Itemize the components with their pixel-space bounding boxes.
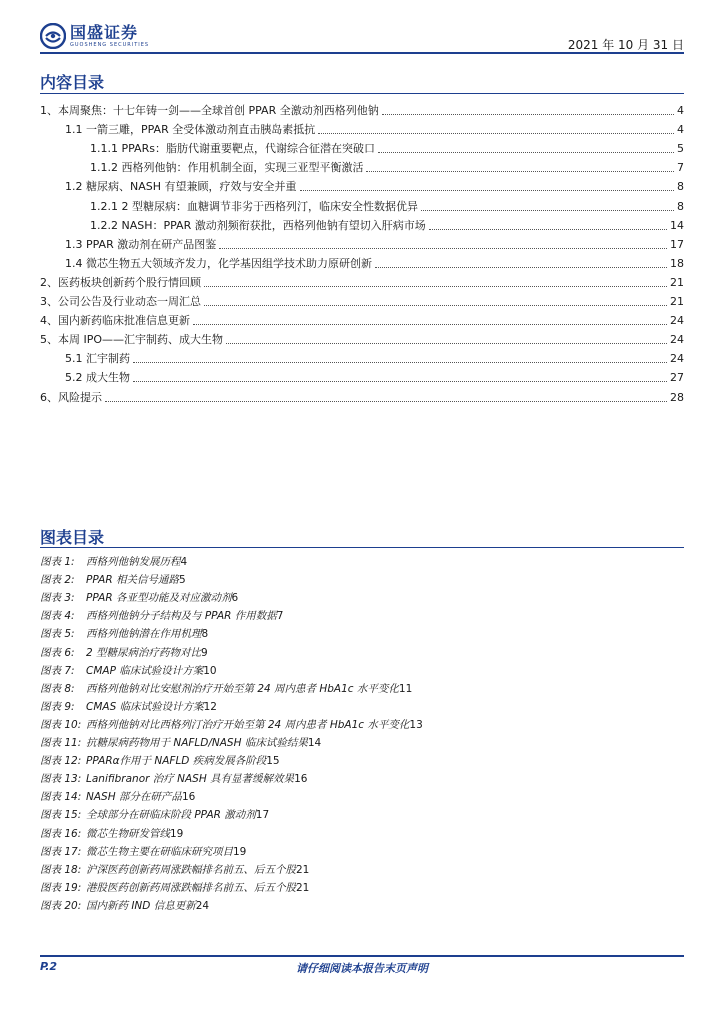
figure-entry-label: 图表 2: [40,574,75,587]
figure-entry-page: 12 [203,700,217,713]
toc-entry[interactable] [40,193,684,212]
figure-entry-text: PPARα作用于 NAFLD 疾病发展各阶段 [86,755,267,768]
figure-entry[interactable] [40,551,684,569]
dot-leader [219,238,667,249]
figure-entry-text: 西格列他钠发展历程 [86,556,181,569]
figure-entry[interactable] [40,786,684,804]
figure-entry-text: NASH 部分在研产品 [86,791,182,804]
figure-entry[interactable] [40,569,684,587]
toc-entry[interactable] [40,289,684,308]
report-date: 2021 年 10 月 31 日 [567,38,684,52]
figure-entry[interactable] [40,714,684,732]
figure-entry-label: 图表 4: [40,610,75,623]
figure-entry[interactable] [40,841,684,859]
toc-entry[interactable] [40,251,684,270]
toc-entry-page: 27 [670,371,684,385]
figures-title-divider [40,547,684,548]
figure-entry-page: 15 [266,755,280,768]
figures-list [40,551,684,913]
toc-entry-page: 8 [677,180,684,194]
toc-entry[interactable] [40,155,684,174]
figure-entry-text: 国内新药 IND 信息更新 [86,899,196,912]
toc-entry-text: 1.1.1 PPARs：脂肪代谢重要靶点，代谢综合征潜在突破口 [90,142,375,156]
figure-entry[interactable] [40,859,684,877]
figure-entry-page: 19 [170,827,184,840]
figure-entry-page: 16 [181,791,196,804]
toc-entry[interactable] [40,384,684,403]
figure-entry-text: 西格列他钠分子结构及与 PPAR 作用数据 [86,610,277,623]
figure-entry[interactable] [40,822,684,840]
figure-entry-page: 16 [294,773,308,786]
figure-entry[interactable] [40,623,684,641]
figure-entry-text: CMAP 临床试验设计方案 [86,664,204,677]
toc-entry-page: 7 [677,161,684,175]
dot-leader [133,371,667,382]
dot-leader [133,352,667,363]
figure-entry-label: 图表 20: [40,899,82,912]
figure-entry-page: 14 [307,737,322,750]
figure-entry-label: 图表 9: [40,700,75,713]
toc-entry-text: 1、本周聚焦：十七年铸一剑——全球首创 PPAR 全激动剂西格列他钠 [40,104,379,118]
toc-entry[interactable] [40,98,684,117]
toc-entry[interactable] [40,174,684,193]
figure-entry-label: 图表 15: [40,809,82,822]
toc-entry-page: 8 [677,199,684,213]
figure-entry-page: 11 [398,682,413,695]
figure-entry-label: 图表 12: [40,755,82,768]
dot-leader [226,333,667,344]
toc-entry-page: 18 [670,256,684,270]
dot-leader [204,276,667,287]
figure-entry-page: 21 [296,881,310,894]
toc-entry-text: 3、公司公告及行业动态一周汇总 [40,295,201,309]
figure-entry-label: 图表 16: [40,827,82,840]
toc-entry-page: 21 [670,295,684,309]
figure-entry-page: 24 [195,899,210,912]
figure-entry-text: PPAR 各亚型功能及对应激动剂 [86,592,232,605]
figure-entry[interactable] [40,660,684,678]
figure-entry-page: 21 [296,863,310,876]
figure-entry-label: 图表 13: [40,773,82,786]
footer-disclaimer: 请仔细阅读本报告末页声明 [296,962,428,975]
dot-leader [429,219,667,230]
toc-entry[interactable] [40,136,684,155]
toc-entry-text: 6、风险提示 [40,390,102,404]
toc-entry-page: 14 [670,218,684,232]
figure-entry-label: 图表 8: [40,682,75,695]
figure-entry-text: CMAS 临床试验设计方案 [86,700,204,713]
figure-entry[interactable] [40,895,684,913]
toc-entry-text: 1.1.2 西格列他钠：作用机制全面，实现三亚型平衡激活 [90,161,364,175]
figure-entry[interactable] [40,587,684,605]
toc-entry-text: 4、国内新药临床批准信息更新 [40,314,190,328]
toc-entry-text: 5.2 成大生物 [65,371,130,385]
figure-entry[interactable] [40,605,684,623]
figure-entry-page: 9 [201,646,208,659]
figure-entry-text: 西格列他钠对比西格列汀治疗开始至第 24 周内患者 HbA1c 水平变化 [86,718,410,731]
figure-entry[interactable] [40,750,684,768]
dot-leader [378,142,674,153]
figure-entry-label: 图表 18: [40,863,82,876]
figure-entry-label: 图表 5: [40,628,75,641]
dot-leader [193,314,667,325]
dot-leader [300,180,675,191]
dot-leader [375,257,667,268]
toc-entry-page: 28 [670,390,684,404]
figure-entry[interactable] [40,696,684,714]
figure-entry-text: 西格列他钠对比安慰剂治疗开始至第 24 周内患者 HbA1c 水平变化 [86,682,399,695]
figure-entry-page: 7 [276,610,284,623]
toc-entry-page: 17 [670,237,684,251]
figure-entry-label: 图表 1: [40,556,75,569]
figure-entry-page: 5 [178,574,186,587]
figure-entry-text: 港股医药创新药周涨跌幅排名前五、后五个股 [86,881,296,894]
toc-entry[interactable] [40,117,684,136]
toc-entry[interactable] [40,232,684,251]
toc-title-divider [40,93,684,94]
page-header [40,20,684,52]
figure-entry-label: 图表 14: [40,791,82,804]
dot-leader [318,123,674,134]
figure-entry-page: 6 [231,592,239,605]
figure-entry[interactable] [40,768,684,786]
toc-entry[interactable] [40,213,684,232]
figure-entry-page: 13 [409,718,423,731]
page-number: P.2 [40,960,58,973]
toc-entry[interactable] [40,346,684,365]
footer-divider [40,955,684,957]
company-logo [40,20,149,52]
logo-en-text: GUOSHENG SECURITIES [70,41,150,48]
figure-entry-page: 17 [255,809,270,822]
toc-entry[interactable] [40,270,684,289]
figure-entry[interactable] [40,641,684,659]
figure-entry-label: 图表 19: [40,881,82,894]
toc-entry[interactable] [40,365,684,384]
toc-entry-page: 4 [677,104,684,118]
figure-entry-text: 抗糖尿病药物用于 NAFLD/NASH 临床试验结果 [86,737,308,750]
toc-entry-text: 1.2.2 NASH：PPAR 激动剂频衔获批，西格列他钠有望切入肝病市场 [90,218,426,232]
figure-entry-text: 西格列他钠潜在作用机理 [86,628,202,641]
toc-entry-text: 1.2.1 2 型糖尿病：血糖调节非劣于西格列汀，临床安全性数据优异 [90,199,418,213]
figure-entry-text: 全球部分在研临床阶段 PPAR 激动剂 [86,809,256,822]
logo-cn-text: 国盛证券 [70,22,139,42]
figure-entry[interactable] [40,804,684,822]
toc-entry-page: 24 [670,333,684,347]
figure-entry-label: 图表 10: [40,718,82,731]
figure-entry-label: 图表 7: [40,664,75,677]
toc-entry-text: 1.3 PPAR 激动剂在研产品图鉴 [65,237,217,251]
dot-leader [382,104,674,115]
figure-entry-page: 19 [233,845,247,858]
dot-leader [105,391,667,402]
figures-title: 图表目录 [40,528,105,547]
figure-entry-text: PPAR 相关信号通路 [86,574,179,587]
figure-entry[interactable] [40,877,684,895]
figure-entry-label: 图表 6: [40,646,75,659]
figure-entry-page: 4 [180,556,188,569]
toc-entry-page: 24 [670,314,684,328]
figure-entry-label: 图表 11: [40,737,82,750]
figure-entry[interactable] [40,678,684,696]
toc-entry-text: 5、本周 IPO——汇宇制药、成大生物 [40,333,224,347]
dot-leader [421,200,674,211]
toc-entry[interactable] [40,308,684,327]
toc-entry-text: 1.2 糖尿病、NASH 有望兼顾，疗效与安全并重 [65,180,297,194]
toc-list [40,98,684,404]
toc-entry-text: 2、医药板块创新药个股行情回顾 [40,275,201,289]
figure-entry-text: Lanifibranor 治疗 NASH 具有显著缓解效果 [86,773,295,786]
figure-entry-text: 沪深医药创新药周涨跌幅排名前五、后五个股 [86,863,296,876]
figure-entry-label: 图表 3: [40,592,75,605]
figure-entry-text: 2 型糖尿病治疗药物对比 [86,646,202,659]
figure-entry[interactable] [40,732,684,750]
toc-entry-text: 1.4 微芯生物五大领域齐发力，化学基因组学技术助力原研创新 [65,256,372,270]
toc-entry-page: 21 [670,275,684,289]
header-divider [40,52,684,54]
guosheng-logo-icon [40,23,66,49]
figure-entry-page: 8 [201,628,209,641]
figure-entry-text: 微芯生物主要在研临床研究项目 [86,845,233,858]
figure-entry-text: 微芯生物研发管线 [86,827,170,840]
toc-entry[interactable] [40,327,684,346]
figure-entry-label: 图表 17: [40,845,82,858]
toc-title: 内容目录 [40,73,105,92]
toc-entry-text: 5.1 汇宇制药 [65,352,130,366]
toc-entry-text: 1.1 一箭三雕，PPAR 全受体激动剂直击胰岛素抵抗 [65,123,316,137]
toc-entry-page: 4 [677,123,684,137]
dot-leader [366,161,674,172]
toc-entry-page: 24 [670,352,684,366]
dot-leader [204,295,667,306]
figure-entry-page: 10 [203,664,217,677]
toc-entry-page: 5 [677,142,684,156]
